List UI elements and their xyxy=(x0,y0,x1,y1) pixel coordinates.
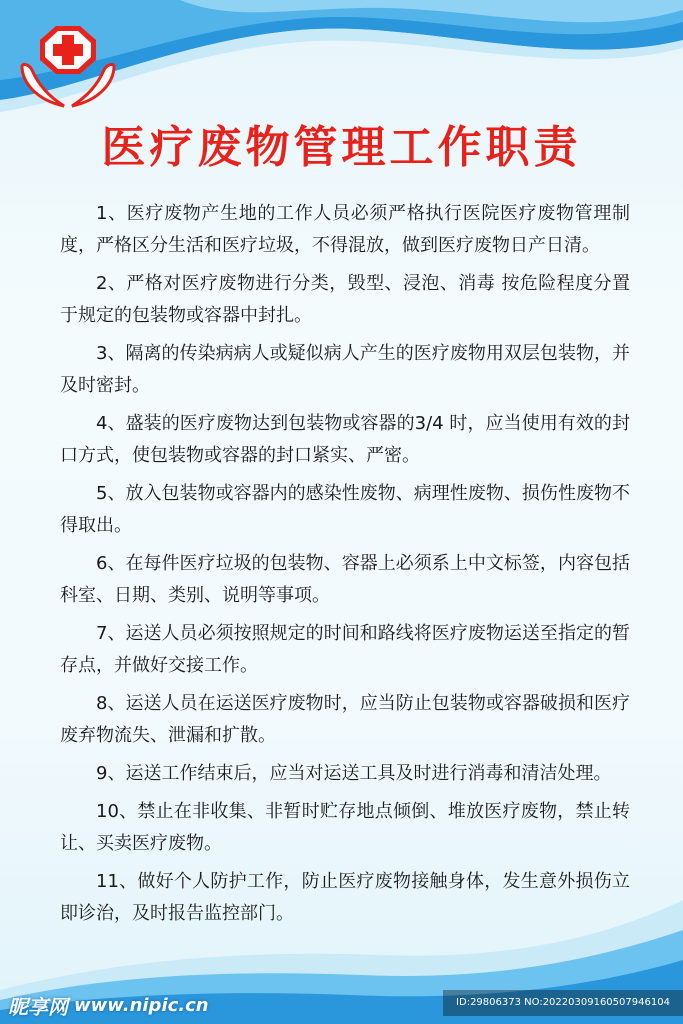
list-item: 5、放入包装物或容器内的感染性废物、病理性废物、损伤性废物不得取出。 xyxy=(60,483,630,536)
list-item: 10、禁止在非收集、非暂时贮存地点倾倒、堆放医疗废物，禁止转让、买卖医疗废物。 xyxy=(60,801,630,854)
watermark-url: www.nipic.cn xyxy=(74,994,209,1016)
medical-cross-hands-icon xyxy=(18,22,118,110)
list-item: 8、运送人员在运送医疗废物时，应当防止包装物或容器破损和医疗废弃物流失、泄漏和扩散。 xyxy=(60,693,630,746)
list-item: 6、在每件医疗垃圾的包装物、容器上必须系上中文标签，内容包括科室、日期、类别、说明等事项。 xyxy=(60,553,630,606)
watermark xyxy=(8,990,209,1020)
watermark-brand: 昵享网 xyxy=(8,994,68,1019)
duty-list xyxy=(60,198,630,936)
page-title: 医疗废物管理工作职责 xyxy=(101,122,582,173)
list-item: 3、隔离的传染病病人或疑似病人产生的医疗废物用双层包装物，并及时密封。 xyxy=(60,343,630,396)
image-id-label: ID:29806373 NO:20220309160507946104 xyxy=(443,990,683,1016)
list-item: 4、盛装的医疗废物达到包装物或容器的3/4 时，应当使用有效的封口方式，使包装物或容器的封口紧实、严密。 xyxy=(60,413,630,466)
list-item: 9、运送工作结束后，应当对运送工具及时进行消毒和清洁处理。 xyxy=(96,763,612,784)
list-item: 2、严格对医疗废物进行分类，毁型、浸泡、消毒 按危险程度分置于规定的包装物或容器中封扎。 xyxy=(60,273,630,326)
list-item: 7、运送人员必须按照规定的时间和路线将医疗废物运送至指定的暂存点，并做好交接工作。 xyxy=(60,623,630,676)
list-item: 11、做好个人防护工作，防止医疗废物接触身体，发生意外损伤立即诊治，及时报告监控部门。 xyxy=(60,871,630,924)
list-item: 1、医疗废物产生地的工作人员必须严格执行医院医疗废物管理制度，严格区分生活和医疗垃圾，不得混放，做到医疗废物日产日清。 xyxy=(60,203,630,256)
